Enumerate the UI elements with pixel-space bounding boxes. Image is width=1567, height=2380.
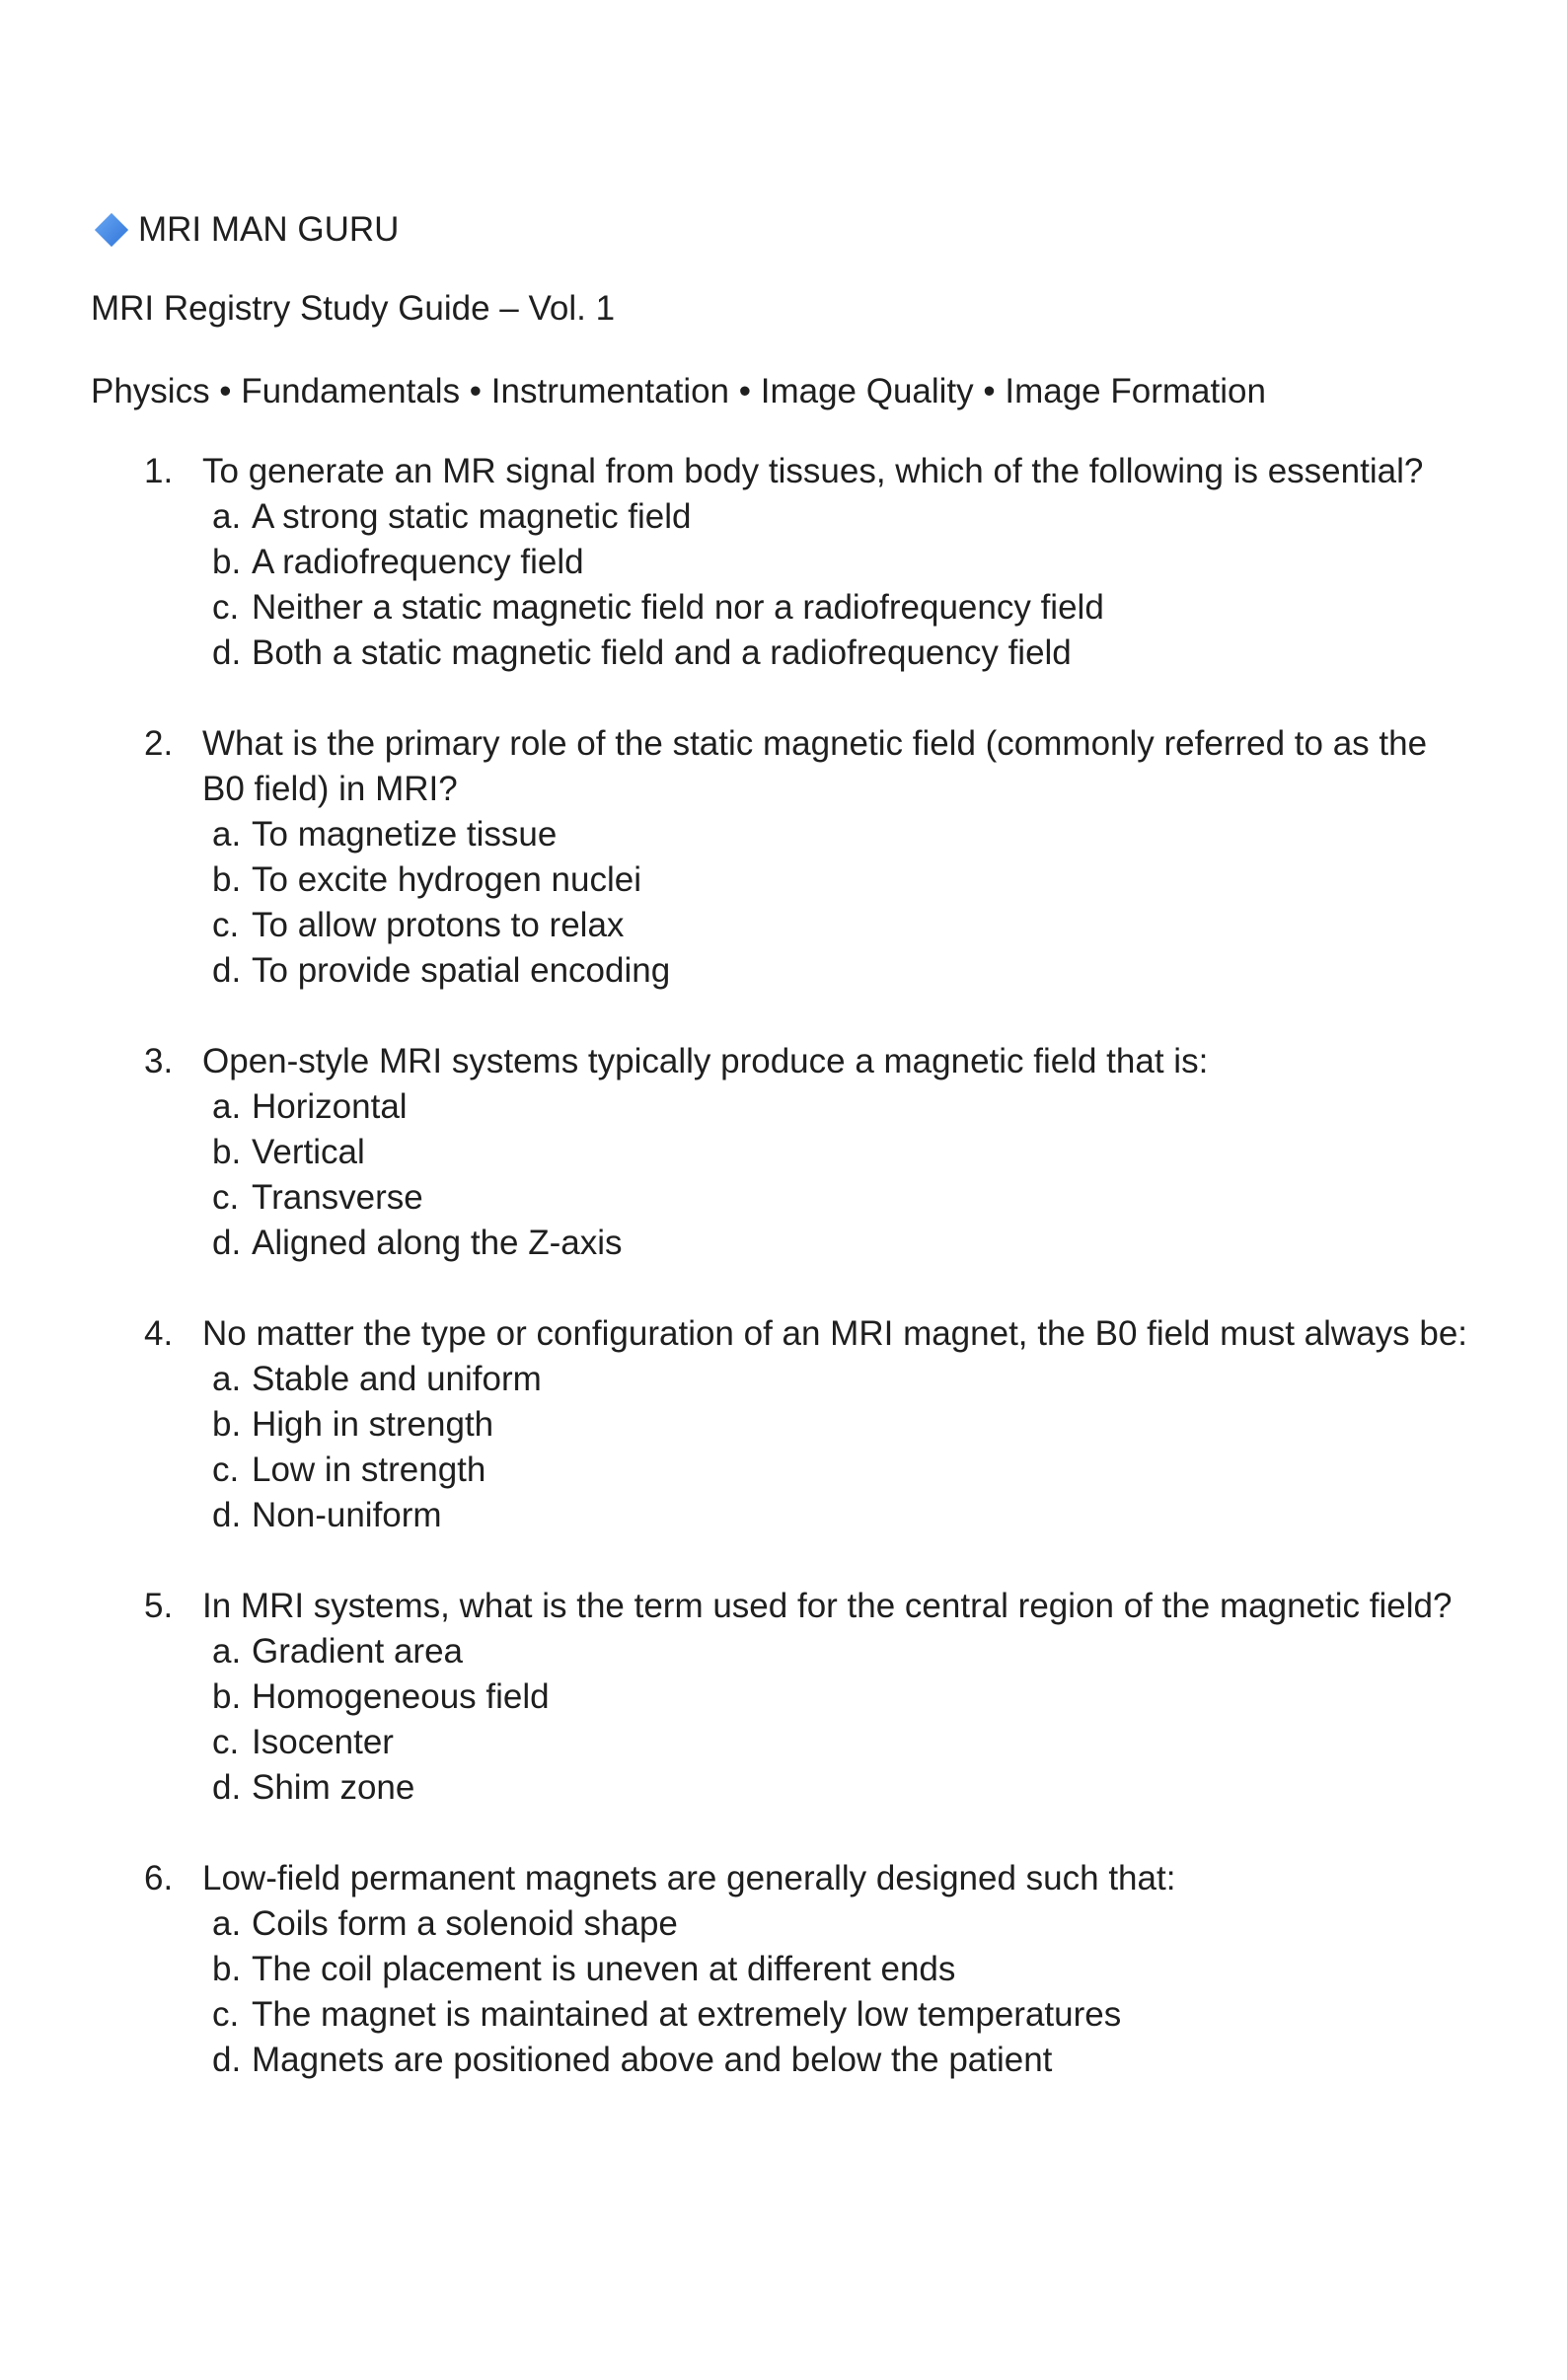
option-item bbox=[212, 2038, 1468, 2083]
question-number: 1. bbox=[144, 452, 174, 490]
option-item bbox=[212, 1084, 1468, 1130]
option-item bbox=[212, 1221, 1468, 1266]
question-number: 5. bbox=[144, 1587, 174, 1625]
option-item bbox=[212, 1175, 1468, 1221]
option-text: To provide spatial encoding bbox=[252, 951, 671, 990]
option-letter: c. bbox=[212, 1450, 240, 1489]
option-text: Homogeneous field bbox=[252, 1677, 550, 1716]
question-text: Open-style MRI systems typically produce a magnetic field that is: bbox=[202, 1042, 1209, 1080]
option-text: Aligned along the Z-axis bbox=[252, 1224, 623, 1262]
option-list bbox=[212, 1901, 1468, 2083]
option-letter: d. bbox=[212, 1496, 242, 1534]
option-text: Transverse bbox=[252, 1178, 423, 1217]
option-item bbox=[212, 903, 1468, 948]
option-text: A strong static magnetic field bbox=[252, 497, 692, 536]
brand-name: MRI MAN GURU bbox=[138, 210, 400, 249]
question-item bbox=[91, 449, 1468, 676]
option-text: Gradient area bbox=[252, 1632, 464, 1671]
option-text: Vertical bbox=[252, 1133, 365, 1171]
option-item bbox=[212, 948, 1468, 994]
option-text: High in strength bbox=[252, 1405, 494, 1444]
option-text: Horizontal bbox=[252, 1087, 408, 1126]
option-text: The coil placement is uneven at different ends bbox=[252, 1950, 956, 1988]
option-item bbox=[212, 1992, 1468, 2038]
question-number: 6. bbox=[144, 1859, 174, 1897]
option-item bbox=[212, 631, 1468, 676]
option-text: Stable and uniform bbox=[252, 1360, 542, 1398]
option-text: To allow protons to relax bbox=[252, 906, 625, 944]
option-letter: d. bbox=[212, 1768, 242, 1807]
option-letter: b. bbox=[212, 860, 242, 899]
option-item bbox=[212, 1402, 1468, 1448]
question-text: In MRI systems, what is the term used for the central region of the magnetic field? bbox=[202, 1587, 1453, 1625]
option-letter: a. bbox=[212, 497, 242, 536]
question-item bbox=[91, 1584, 1468, 1811]
option-item bbox=[212, 585, 1468, 631]
option-text: Neither a static magnetic field nor a radiofrequency field bbox=[252, 588, 1104, 627]
option-letter: d. bbox=[212, 1224, 242, 1262]
option-letter: c. bbox=[212, 1723, 240, 1761]
option-letter: a. bbox=[212, 815, 242, 854]
option-list bbox=[212, 812, 1468, 994]
question-list bbox=[91, 449, 1468, 2083]
option-text: To excite hydrogen nuclei bbox=[252, 860, 641, 899]
option-text: To magnetize tissue bbox=[252, 815, 558, 854]
question-text: What is the primary role of the static magnetic field (commonly referred to as the B0 field) in MRI? bbox=[202, 724, 1428, 808]
option-text: A radiofrequency field bbox=[252, 543, 584, 581]
option-text: Non-uniform bbox=[252, 1496, 442, 1534]
question-item bbox=[91, 1856, 1468, 2083]
option-item bbox=[212, 1493, 1468, 1538]
question-item bbox=[91, 1311, 1468, 1538]
option-text: Magnets are positioned above and below the patient bbox=[252, 2041, 1053, 2079]
option-text: Low in strength bbox=[252, 1450, 486, 1489]
document-subtitle: MRI Registry Study Guide – Vol. 1 bbox=[91, 289, 616, 328]
blue-diamond-icon bbox=[93, 211, 130, 249]
question-text: Low-field permanent magnets are generally designed such that: bbox=[202, 1859, 1176, 1897]
option-text: Shim zone bbox=[252, 1768, 415, 1807]
option-letter: c. bbox=[212, 906, 240, 944]
option-item bbox=[212, 1357, 1468, 1402]
option-item bbox=[212, 540, 1468, 585]
option-item bbox=[212, 494, 1468, 540]
option-list bbox=[212, 1084, 1468, 1266]
question-item bbox=[91, 1039, 1468, 1266]
option-letter: b. bbox=[212, 1405, 242, 1444]
option-text: The magnet is maintained at extremely low temperatures bbox=[252, 1995, 1122, 2034]
option-letter: b. bbox=[212, 1950, 242, 1988]
option-letter: b. bbox=[212, 1133, 242, 1171]
option-text: Both a static magnetic field and a radiofrequency field bbox=[252, 633, 1072, 672]
option-item bbox=[212, 1947, 1468, 1992]
option-letter: c. bbox=[212, 1995, 240, 2034]
option-letter: b. bbox=[212, 543, 242, 581]
option-list bbox=[212, 494, 1468, 676]
option-item bbox=[212, 812, 1468, 857]
option-letter: b. bbox=[212, 1677, 242, 1716]
question-number: 3. bbox=[144, 1042, 174, 1080]
option-list bbox=[212, 1357, 1468, 1538]
option-letter: a. bbox=[212, 1360, 242, 1398]
topics-line: Physics • Fundamentals • Instrumentation • Image Quality • Image Formation bbox=[91, 372, 1266, 410]
option-item bbox=[212, 1765, 1468, 1811]
option-letter: a. bbox=[212, 1632, 242, 1671]
option-letter: d. bbox=[212, 2041, 242, 2079]
option-text: Coils form a solenoid shape bbox=[252, 1904, 678, 1943]
question-text: No matter the type or configuration of an MRI magnet, the B0 field must always be: bbox=[202, 1314, 1468, 1353]
option-item bbox=[212, 1629, 1468, 1674]
option-letter: d. bbox=[212, 633, 242, 672]
option-item bbox=[212, 1448, 1468, 1493]
brand-header bbox=[91, 204, 1468, 256]
question-text: To generate an MR signal from body tissues, which of the following is essential? bbox=[202, 452, 1424, 490]
option-list bbox=[212, 1629, 1468, 1811]
option-letter: c. bbox=[212, 1178, 240, 1217]
option-item bbox=[212, 1720, 1468, 1765]
question-number: 4. bbox=[144, 1314, 174, 1353]
option-text: Isocenter bbox=[252, 1723, 394, 1761]
question-item bbox=[91, 721, 1468, 994]
option-item bbox=[212, 1130, 1468, 1175]
question-number: 2. bbox=[144, 724, 174, 763]
option-letter: c. bbox=[212, 588, 240, 627]
option-item bbox=[212, 1901, 1468, 1947]
option-letter: a. bbox=[212, 1087, 242, 1126]
option-letter: d. bbox=[212, 951, 242, 990]
option-item bbox=[212, 857, 1468, 903]
option-letter: a. bbox=[212, 1904, 242, 1943]
option-item bbox=[212, 1674, 1468, 1720]
